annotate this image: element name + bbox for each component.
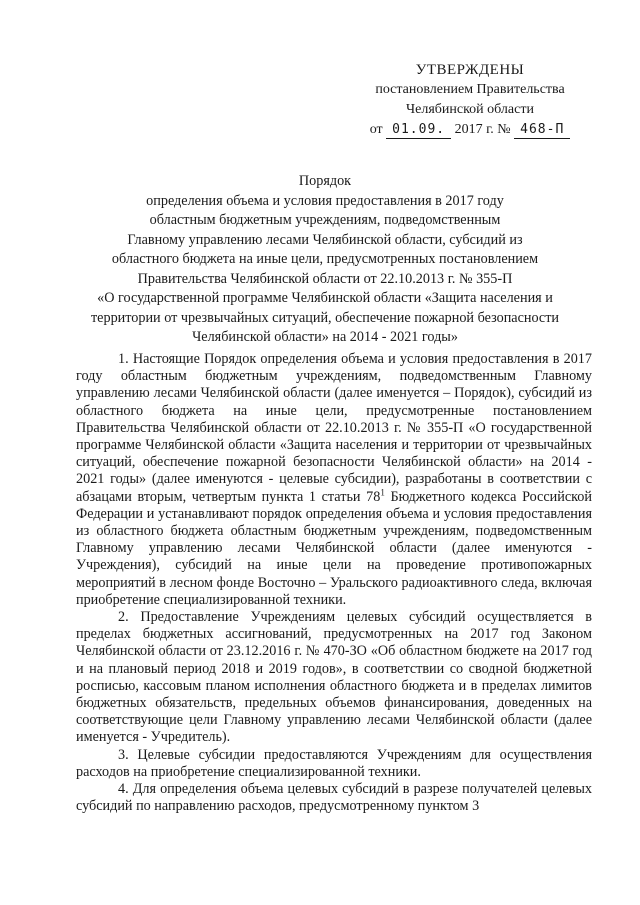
paragraph-1-superscript: 1	[380, 486, 385, 497]
paragraph-2: 2. Предоставление Учреждениям целевых субсидий осуществляется в пределах бюджетных ассигнований, предусмотренных на 2017 год Законом Челябинской области от 23.12.2016 г. № 470-ЗО «Об областном бюджете на 2017 год и на плановый период 2018 и 2019 годов», в соответствии со сводной бюджетной росписью, кассовым планом исполнения областного бюджета и в пределах лимитов бюджетных обязательств, предельных объемов финансирования, доведенных на соответствующие цели Главному управлению лесами Челябинской области (далее именуется - Учредитель).	[76, 609, 592, 746]
title-line-5: областного бюджета на иные цели, предусмотренных постановлением	[111, 251, 539, 267]
document-body	[76, 351, 592, 815]
title-line-2: определения объема и условия предоставления в 2017 году	[146, 192, 504, 209]
title-line-8: территории от чрезвычайных ситуаций, обеспечение пожарной безопасности	[90, 309, 560, 326]
title-line-3: областным бюджетным учреждениям, подведомственным	[149, 212, 501, 228]
approval-heading: УТВЕРЖДЕНЫ	[415, 62, 525, 78]
title-line-6: Правительства Челябинской области от 22.10.2013 г. № 355-П	[137, 270, 513, 287]
approval-line-2: Челябинской области	[406, 102, 534, 117]
title-line-7: «О государственной программе Челябинской области «Защита населения и	[97, 290, 553, 306]
paragraph-4: 4. Для определения объема целевых субсидий в разрезе получателей целевых субсидий по направлению расходов, предусмотренному пунктом 3	[76, 781, 592, 815]
approval-from-label: от	[369, 122, 383, 137]
title-line-1: Порядок	[298, 173, 352, 189]
paragraph-1-part-a: 1. Настоящие Порядок определения объема и условия предоставления в 2017 году областным бюджетным учреждениям, подведомственным Главному управлению лесами Челябинской области (далее именуется – Порядок), субсидий из областного бюджета на иные цели, предусмотренные постановлением Правительства Челябинской области от 22.10.2013 г. № 355-П «О государственной программе Челябинской области «Защита населения и территории от чрезвычайных ситуаций, обеспечение пожарной безопасности Челябинской области» на 2014 - 2021 годы» (далее именуются - целевые субсидии), разработаны в соответствии с абзацами вторым, четвертым пункта 1 статьи 78	[76, 351, 592, 505]
paragraph-1-part-b: Бюджетного кодекса Российской Федерации и устанавливают порядок определения объема и условия предоставления из областного бюджета областным бюджетным учреждениям, подведомственным Главному управлению лесами Челябинской области (далее именуются - Учреждения), субсидий на иные цели на проведение противопожарных мероприятий в лесном фонде Восточно – Уральского радиоактивного следа, включая приобретение специализированной техники.	[76, 488, 592, 608]
approval-number-value: 468-П	[514, 122, 570, 139]
approval-block	[360, 60, 580, 140]
paragraph-1	[76, 351, 592, 609]
title-line-9: Челябинской области» на 2014 - 2021 годы»	[192, 329, 458, 345]
approval-year-text: 2017 г. №	[454, 122, 511, 137]
approval-line-1: постановлением Правительства	[375, 82, 565, 97]
approval-date-value: 01.09.	[386, 122, 451, 139]
approval-date-line	[360, 120, 580, 140]
title-line-4: Главному управлению лесами Челябинской области, субсидий из	[127, 231, 523, 248]
paragraph-3: 3. Целевые субсидии предоставляются Учреждениям для осуществления расходов на приобретение специализированной техники.	[76, 746, 592, 780]
document-title	[70, 172, 580, 348]
